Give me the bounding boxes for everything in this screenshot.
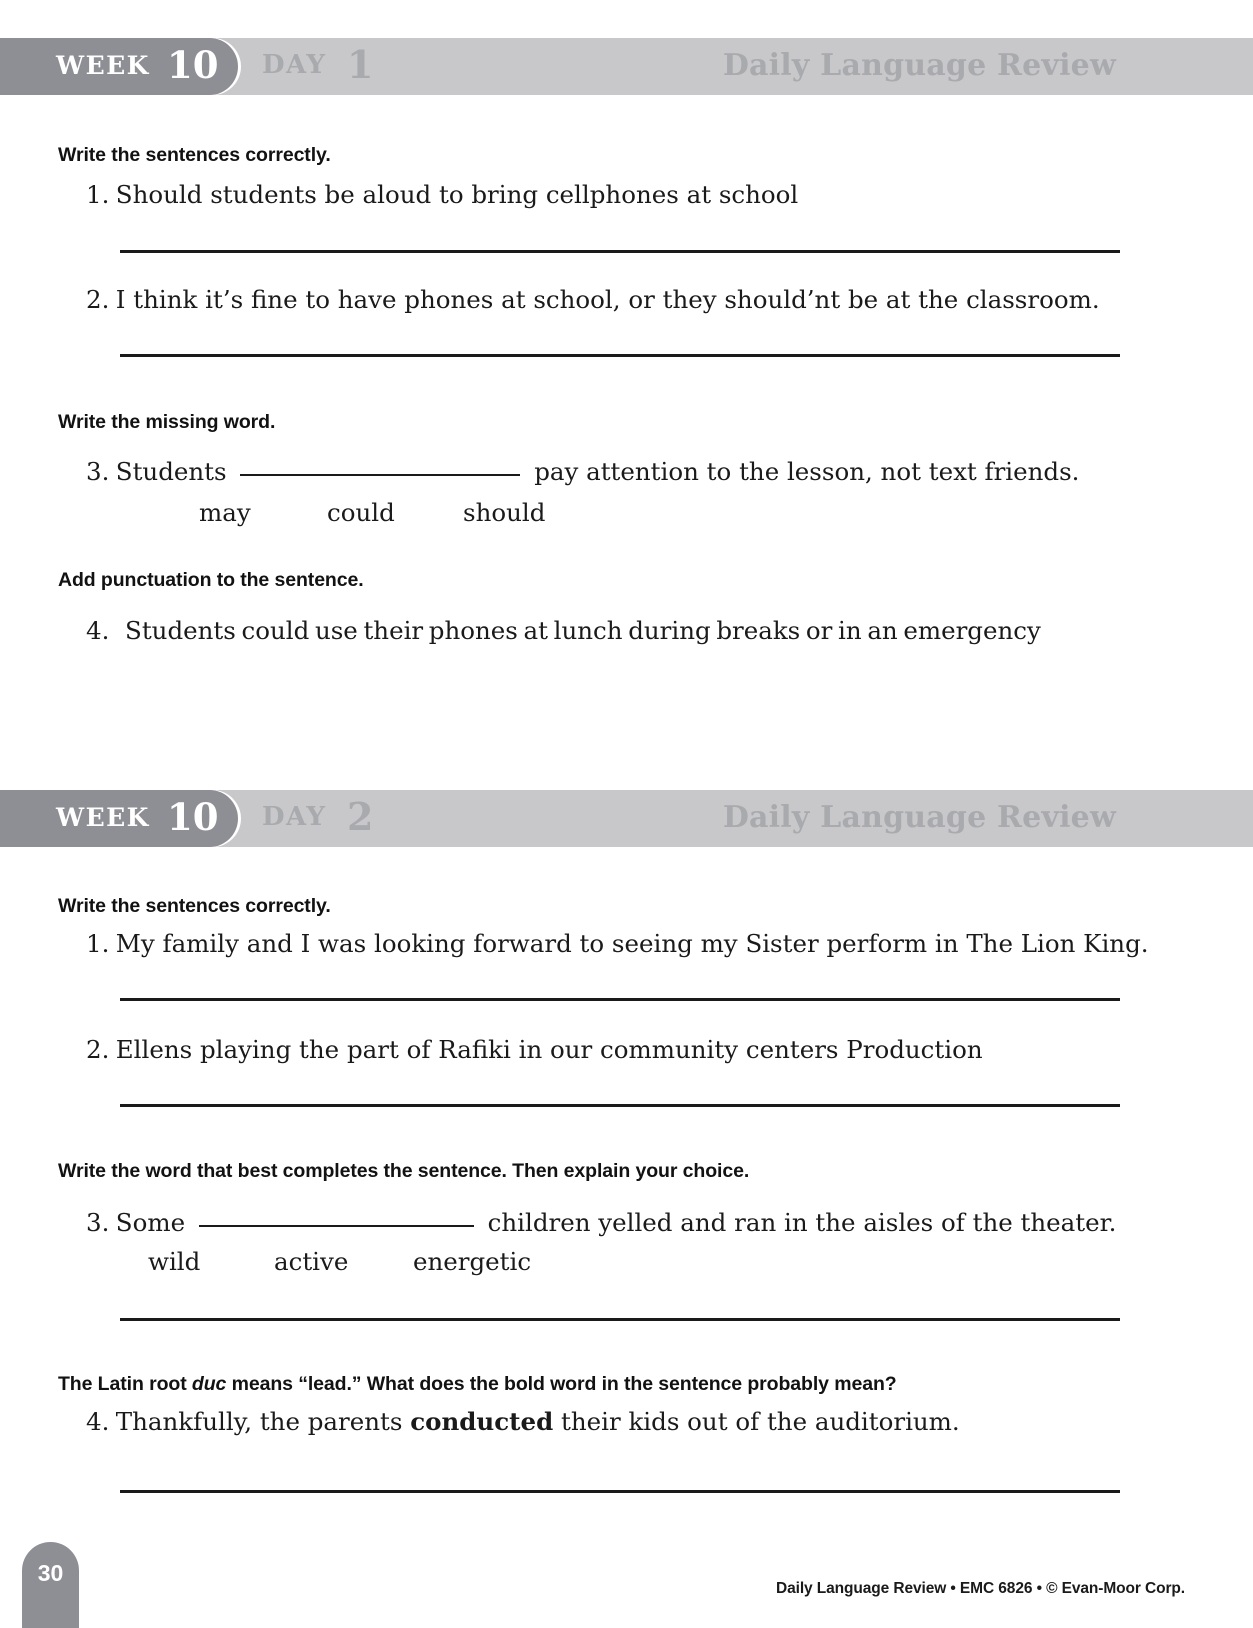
day2-banner-title: Daily Language Review <box>722 800 1116 835</box>
day2-latin-root-post: means “lead.” What does the bold word in the sentence probably mean? <box>226 1373 897 1395</box>
day2-choice-1[interactable]: wild <box>148 1247 201 1276</box>
day2-day-label: DAY <box>262 802 327 832</box>
day1-item-1-number: 1. <box>86 180 110 209</box>
day1-item-3 <box>86 457 1079 486</box>
day2-instruction-best-word: Write the word that best completes the sentence. Then explain your choice. <box>58 1160 750 1182</box>
day1-item-2-number: 2. <box>86 285 110 314</box>
day1-banner-title: Daily Language Review <box>722 48 1116 83</box>
day2-choice-2[interactable]: active <box>274 1247 349 1276</box>
day2-item-4-text-post: their kids out of the auditorium. <box>553 1407 960 1436</box>
day2-instruction-sentences: Write the sentences correctly. <box>58 895 331 917</box>
day1-item-4-word-4: their <box>363 616 424 645</box>
day2-item-3-text-before: Some <box>115 1208 186 1237</box>
day1-item-4-word-10: or <box>805 616 833 645</box>
day1-item-4-word-12: an <box>867 616 898 645</box>
day1-item-4-word-5: phones <box>428 616 518 645</box>
day1-item-3-blank[interactable] <box>240 474 520 476</box>
day1-banner <box>0 38 1253 95</box>
day1-item-4 <box>86 616 1041 645</box>
day1-item-3-number: 3. <box>86 457 110 486</box>
day1-item-4-word-2: could <box>241 616 310 645</box>
day2-answer-line-3[interactable] <box>120 1318 1120 1321</box>
day2-week-number: 10 <box>167 795 219 839</box>
day2-item-3-text-after: children yelled and ran in the aisles of the theater. <box>487 1208 1117 1237</box>
day2-latin-root-pre: The Latin root <box>58 1373 192 1395</box>
day1-item-4-word-3: use <box>314 616 358 645</box>
day2-answer-line-2[interactable] <box>120 1104 1120 1107</box>
day1-item-4-word-9: breaks <box>716 616 801 645</box>
day2-banner <box>0 790 1253 847</box>
day1-instruction-missing-word: Write the missing word. <box>58 411 276 433</box>
day2-day-number: 2 <box>347 794 374 839</box>
day1-item-4-word-8: during <box>628 616 711 645</box>
day1-item-4-word-6: at <box>523 616 548 645</box>
day2-answer-line-4[interactable] <box>120 1490 1120 1493</box>
day2-item-3-blank[interactable] <box>199 1225 474 1227</box>
day1-item-2-text: I think it’s fine to have phones at school, or they should’nt be at the classroom. <box>115 285 1100 314</box>
day2-item-4-bold-word: conducted <box>410 1407 554 1436</box>
day2-item-1-text: My family and I was looking forward to seeing my Sister perform in The Lion King. <box>115 929 1149 958</box>
day2-latin-root-word: duc <box>191 1373 227 1395</box>
day1-answer-line-1[interactable] <box>120 250 1120 253</box>
day2-instruction-latin-root <box>58 1373 897 1396</box>
day1-week-number: 10 <box>167 43 219 87</box>
day2-answer-line-1[interactable] <box>120 998 1120 1001</box>
day1-instruction-sentences: Write the sentences correctly. <box>58 144 331 166</box>
day1-item-4-word-13: emergency <box>903 616 1041 645</box>
day1-item-4-word-11: in <box>838 616 862 645</box>
day2-item-3 <box>86 1208 1116 1237</box>
day1-day-number: 1 <box>347 42 374 87</box>
day1-item-1 <box>86 180 798 209</box>
day1-item-3-text-before: Students <box>115 457 227 486</box>
day1-item-4-word-7: lunch <box>553 616 623 645</box>
day1-answer-line-2[interactable] <box>120 354 1120 357</box>
footer-credit: Daily Language Review • EMC 6826 • © Evan-Moor Corp. <box>776 1580 1185 1597</box>
day2-item-4 <box>86 1407 960 1436</box>
day1-choice-1[interactable]: may <box>199 498 251 527</box>
day1-item-1-text: Should students be aloud to bring cellphones at school <box>115 180 799 209</box>
page-number-tab <box>22 1542 79 1628</box>
day1-choice-2[interactable]: could <box>327 498 395 527</box>
day2-item-2-text: Ellens playing the part of Rafiki in our community centers Production <box>115 1035 983 1064</box>
day2-item-4-number: 4. <box>86 1407 110 1436</box>
day2-item-2-number: 2. <box>86 1035 110 1064</box>
day2-item-1 <box>86 929 1149 958</box>
day1-item-3-text-after: pay attention to the lesson, not text friends. <box>534 457 1080 486</box>
day2-week-label: WEEK <box>56 803 150 832</box>
day2-item-3-choices <box>148 1247 531 1276</box>
day2-choice-3[interactable]: energetic <box>413 1247 532 1276</box>
day1-item-3-choices <box>199 498 545 527</box>
day1-item-2 <box>86 285 1100 314</box>
day1-choice-3[interactable]: should <box>463 498 546 527</box>
day2-item-1-number: 1. <box>86 929 110 958</box>
day1-week-label: WEEK <box>56 51 150 80</box>
day2-item-4-text-pre: Thankfully, the parents <box>115 1407 411 1436</box>
page-number: 30 <box>37 1560 64 1586</box>
day1-day-label: DAY <box>262 50 327 80</box>
day1-instruction-punctuation: Add punctuation to the sentence. <box>58 569 364 591</box>
day1-item-4-number: 4. <box>86 616 110 645</box>
day2-item-2 <box>86 1035 983 1064</box>
day2-item-3-number: 3. <box>86 1208 110 1237</box>
day1-item-4-word-1: Students <box>125 616 236 645</box>
